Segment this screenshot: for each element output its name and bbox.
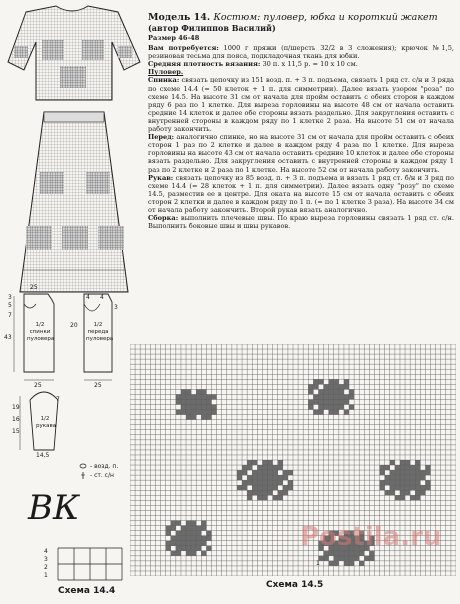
pullover-label: Пуловер. bbox=[148, 68, 184, 77]
large-chart-row-1: 1 bbox=[316, 560, 320, 567]
back-pattern-label: 1/2 спинки пуловера bbox=[27, 322, 55, 342]
stitch-symbols-icon bbox=[78, 462, 88, 480]
model-number: Модель 14. bbox=[148, 12, 211, 23]
gauge-para bbox=[148, 60, 454, 68]
assembly-label: Сборка: bbox=[148, 214, 179, 223]
dim-sleeve-top: 7 bbox=[56, 396, 60, 403]
model-title bbox=[148, 12, 454, 23]
small-chart-row-3: 3 bbox=[44, 556, 48, 563]
front-text: аналогично спинке, но на высоте 31 см от начала для пройм оставить с обеих сторон 1 раз по 2 клетке и далее в каждом ряду 4 раза по 1 клетке. Для выреза горловины на высоте 43 см от начала оставить средние 10 клеток и далее обе стороны вязать раздельно. Для закругления оставить с внутренней стороны в каждом ряду 1 раз по 2 клетке и 2 раза по 1 клетке. На высоте 52 см от начала работу закончить. bbox=[148, 133, 454, 174]
legend-item-chain: - возд. п. bbox=[90, 463, 119, 470]
materials-text: 1000 г пряжи (п/шерсть 32/2 в 3 сложения); крючок №1,5, резиновая тесьма для пояса, подкладочная ткань для юбки. bbox=[148, 44, 454, 61]
stitch-legend bbox=[90, 462, 118, 480]
small-chart-row-1: 1 bbox=[44, 572, 48, 579]
garment-illustration bbox=[0, 0, 148, 460]
watermark: Postila.ru bbox=[300, 522, 442, 552]
back-para bbox=[148, 76, 454, 133]
materials-label: Вам потребуется: bbox=[148, 44, 219, 53]
sleeve-pattern-label: 1/2 рукава bbox=[36, 416, 57, 429]
dim-back-armhole: 7 bbox=[8, 312, 12, 319]
dim-sleeve-low: 15 bbox=[12, 428, 20, 435]
assembly-para bbox=[148, 214, 454, 230]
skirt-sketch bbox=[20, 112, 128, 292]
back-text: связать цепочку из 151 возд. п. + 3 п. подъема, связать 1 ряд ст. с/н и 3 ряда по схеме 14.4 (= 50 клеток + 1 п. для симметрии). Далее вязать узором "роза" по схеме 14.5. На высоте 31 см от начала для пройм оставить с обеих сторон в каждом ряду 6 раз по 1 клетке. Для выреза горловины на высоте 48 см от начала оставить средние 14 клеток и далее обе стороны вязать раздельно. Для закругления оставить с внутренней стороны в каждом ряду по 1 клетке 2 раза. На высоте 51 см от начала работу закончить. bbox=[148, 76, 454, 134]
dim-sleeve-cap: 19 bbox=[12, 404, 20, 411]
dim-back-width: 25 bbox=[34, 382, 42, 389]
materials-para bbox=[148, 44, 454, 60]
pullover-heading bbox=[148, 68, 454, 76]
sleeve-text: связать цепочку из 85 возд. п. + 3 п. подъема и вязать 1 ряд ст. б/н и 3 ряд по схеме 14.4 (= 28 клеток + 1 п. для симметрии). Далее вязать одну "розу" по схеме 14.5, разместив ее в центре. Для оката на высоте 15 см от начала оставить с обеих сторон 2 клетки и далее в каждом ряду по 1 п. (= по 1 клетке 3 раза). На высоте 34 см от начала работу закончить. Второй рукав вязать аналогично. bbox=[148, 173, 454, 214]
front-label: Перед: bbox=[148, 133, 175, 142]
dim-sleeve-mid: 16 bbox=[12, 416, 20, 423]
dim-front-width: 25 bbox=[94, 382, 102, 389]
assembly-text: выполнить плечевые швы. По краю выреза горловины связать 1 ряд ст. с/н. Выполнить боковые швы и швы рукавов. bbox=[148, 214, 454, 231]
signature-logo: ВК bbox=[28, 488, 80, 528]
front-para bbox=[148, 133, 454, 173]
dim-back-top: 25 bbox=[30, 284, 38, 291]
dim-back-shoulder: 5 bbox=[8, 302, 12, 309]
caption-schema-14-4: Схема 14.4 bbox=[58, 586, 116, 596]
front-pattern-label: 1/2 переда пуловера bbox=[86, 322, 114, 342]
dim-sleeve-width: 14,5 bbox=[36, 452, 50, 459]
left-column bbox=[0, 0, 148, 604]
dim-extra-a: 4 bbox=[86, 294, 90, 301]
legend-item-dc: - ст. с/н bbox=[90, 472, 114, 479]
chart-14-4 bbox=[44, 544, 134, 584]
dim-back-height: 43 bbox=[4, 334, 12, 341]
model-subtitle: Костюм: пуловер, юбка и короткий жакет bbox=[213, 12, 438, 23]
sleeve-label: Рукав: bbox=[148, 173, 174, 182]
dim-back-neck: 3 bbox=[8, 294, 12, 301]
dim-extra-c: 3 bbox=[114, 304, 118, 311]
back-label: Спинка: bbox=[148, 76, 180, 85]
sleeve-para bbox=[148, 174, 454, 214]
small-chart-row-4: 4 bbox=[44, 548, 48, 555]
caption-schema-14-5: Схема 14.5 bbox=[266, 580, 324, 590]
author-line: (автор Филиппов Василий) bbox=[148, 23, 276, 33]
pullover-sketch bbox=[8, 6, 140, 100]
size-line: Размер 46-48 bbox=[148, 34, 200, 42]
small-chart-row-2: 2 bbox=[44, 564, 48, 571]
instructions-column bbox=[148, 12, 454, 230]
dim-extra-b: 4 bbox=[100, 294, 104, 301]
gauge-label: Средняя плотность вязания: bbox=[148, 60, 261, 69]
gauge-text: 30 п. x 11,5 р. = 10 x 10 см. bbox=[262, 60, 358, 69]
dim-front-height: 20 bbox=[70, 322, 78, 329]
